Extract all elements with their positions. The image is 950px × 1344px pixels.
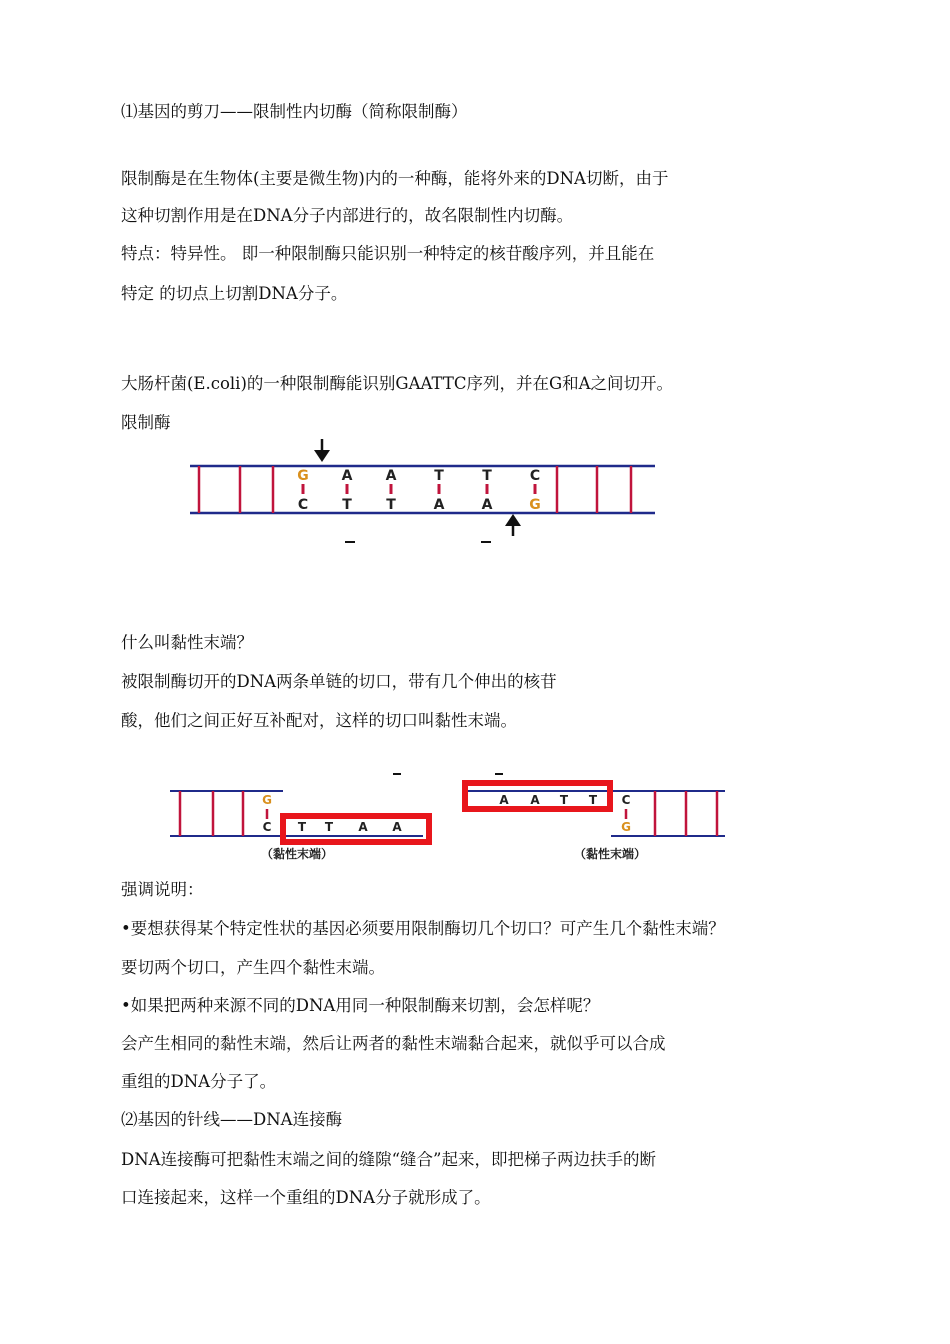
left-caption: （黏性末端）: [260, 847, 334, 861]
right-top-base: C: [621, 793, 631, 807]
top-cut-arrow-icon: [314, 439, 330, 462]
right-overhang-base-1: A: [499, 793, 509, 807]
notes-q2: •如果把两种来源不同的DNA用同一种限制酶来切割，会怎样呢？: [121, 996, 600, 1015]
bottom-base-4: A: [433, 497, 445, 513]
bottom-base-1: C: [297, 497, 309, 513]
notes-a1: 要切两个切口，产生四个黏性末端。: [121, 958, 385, 977]
right-overhang-base-2: A: [530, 793, 540, 807]
top-base-2: A: [341, 468, 353, 484]
right-overhang-base-3: T: [559, 793, 569, 807]
section2-line1: DNA连接酶可把黏性末端之间的缝隙“缝合”起来，即把梯子两边扶手的断: [121, 1150, 656, 1169]
section1-para2-line2: 特定 的切点上切割DNA分子。: [121, 284, 348, 303]
section1-para1-line2: 这种切割作用是在DNA分子内部进行的，故名限制性内切酶。: [121, 206, 574, 225]
left-overhang-base-1: T: [297, 820, 307, 834]
ecoli-line: 大肠杆菌(E.coli)的一种限制酶能识别GAATTC序列，并在G和A之间切开。: [121, 374, 674, 393]
enzyme-label: 限制酶: [121, 413, 171, 432]
sticky-ends-figure: [165, 768, 735, 868]
bottom-base-6: G: [529, 497, 541, 513]
left-overhang-base-2: T: [324, 820, 334, 834]
section2-heading: ⑵基因的针线——DNA连接酶: [121, 1110, 343, 1129]
top-base-1: G: [297, 468, 309, 484]
top-base-3: A: [385, 468, 397, 484]
right-bottom-base: G: [621, 820, 631, 834]
left-fragment: [170, 791, 429, 861]
bottom-base-5: A: [481, 497, 493, 513]
notes-q1: •要想获得某个特定性状的基因必须要用限制酶切几个切口？可产生几个黏性末端？: [121, 919, 725, 938]
section1-heading: ⑴基因的剪刀——限制性内切酶（简称限制酶）: [121, 102, 468, 121]
bottom-base-3: T: [386, 497, 396, 513]
right-caption: （黏性末端）: [573, 847, 647, 861]
left-overhang-base-4: A: [392, 820, 402, 834]
top-base-4: T: [434, 468, 444, 484]
right-fragment: [465, 783, 725, 861]
left-overhang-base-3: A: [358, 820, 368, 834]
right-overhang-base-4: T: [588, 793, 598, 807]
sticky-question: 什么叫黏性末端？: [121, 633, 253, 652]
bottom-base-2: T: [342, 497, 352, 513]
notes-a2-line2: 重组的DNA分子了。: [121, 1072, 277, 1091]
section1-para1-line1: 限制酶是在生物体(主要是微生物)内的一种酶，能将外来的DNA切断，由于: [121, 169, 669, 188]
restriction-site-figure: [185, 436, 665, 548]
section1-para2-line1: 特点：特异性。 即一种限制酶只能识别一种特定的核苷酸序列，并且能在: [121, 244, 655, 263]
notes-heading: 强调说明：: [121, 880, 204, 899]
top-base-5: T: [482, 468, 492, 484]
sticky-answer-line1: 被限制酶切开的DNA两条单链的切口，带有几个伸出的核苷: [121, 672, 557, 691]
sticky-answer-line2: 酸，他们之间正好互补配对，这样的切口叫黏性末端。: [121, 711, 517, 730]
section2-line2: 口连接起来，这样一个重组的DNA分子就形成了。: [121, 1188, 491, 1207]
top-base-6: C: [529, 468, 541, 484]
notes-a2-line1: 会产生相同的黏性末端，然后让两者的黏性末端黏合起来，就似乎可以合成: [121, 1034, 666, 1053]
left-bottom-base: C: [262, 820, 272, 834]
bottom-cut-arrow-icon: [505, 514, 521, 536]
left-top-base: G: [262, 793, 272, 807]
